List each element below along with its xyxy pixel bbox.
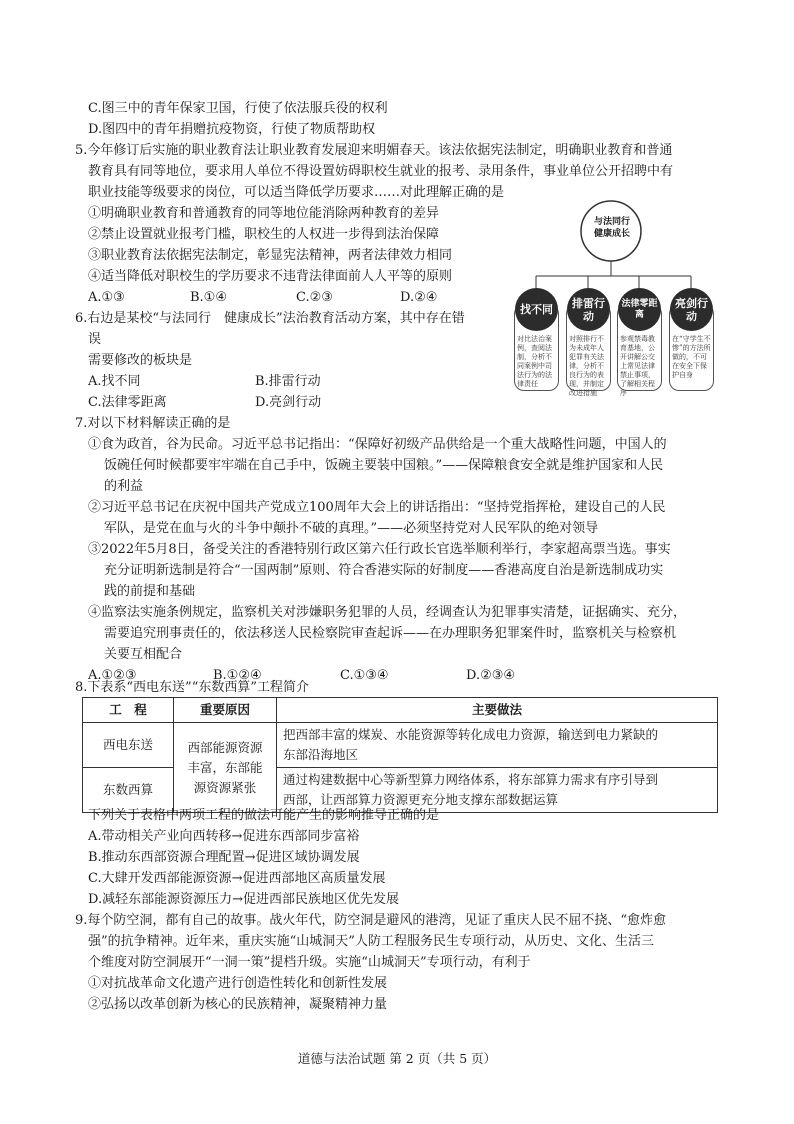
table-header-method: 主要做法 bbox=[277, 698, 718, 723]
q6-choice-a: A.找不同 bbox=[88, 374, 141, 389]
q7-choice-c: C.①③④ bbox=[340, 668, 389, 683]
q5-stem-line2: 教育具有同等地位，要求用人单位不得设置妨碍职校生就业的报考、录用条件，事业单位公开招聘中有 bbox=[88, 164, 674, 179]
table-cell-method-1 bbox=[277, 723, 718, 768]
q5-choice-b: B.①④ bbox=[190, 290, 227, 305]
q7-item1-line1: ①食为政首，谷为民命。习近平总书记指出：“保障好初级产品供给是一个重大战略性问题，中国人的 bbox=[88, 437, 667, 452]
table-cell-reason bbox=[174, 723, 277, 813]
q7-choice-d: D.②③④ bbox=[466, 668, 516, 683]
q6-stem-line2: 误 bbox=[88, 332, 102, 347]
diagram-box-3: 参观禁毒教育基地，公开讲解公交上常见法律禁止事项，了解相关程序 bbox=[617, 304, 662, 391]
q7-item4-line2: 需要追究刑事责任的，依法移送人民检察院审查起诉——在办理职务犯罪案件时，监察机关与检察机 bbox=[104, 626, 677, 641]
q6-stem-line3: 需要修改的板块是 bbox=[88, 353, 193, 368]
q9-stem-line3: 个维度对防空洞展开“一洞一策”提档升级。实施“山城洞天”专项行动，有利于 bbox=[88, 955, 531, 970]
q8-choice-d: D.减轻东部能源资源压力→促进西部民族地区优先发展 bbox=[88, 892, 399, 907]
q9-item-1: ①对抗战革命文化遗产进行创造性转化和创新性发展 bbox=[88, 976, 388, 991]
diagram-node-law-zero-distance: 法律零距离 bbox=[618, 288, 661, 331]
reason-line-1: 西部能源资源 bbox=[187, 739, 263, 755]
q7-item2-line1: ②习近平总书记在庆祝中国共产党成立100周年大会上的讲话指出：“坚持党指挥枪，建设自己的人民 bbox=[88, 500, 666, 515]
diagram-center-line2: 健康成长 bbox=[593, 229, 630, 239]
q6-choice-b: B.排雷行动 bbox=[255, 374, 321, 389]
reason-line-3: 源资源紧张 bbox=[193, 779, 257, 795]
q7-item3-line3: 践的前提和基础 bbox=[104, 584, 196, 599]
q7-item1-line2: 饭碗任何时候都要牢牢端在自己手中，饭碗主要装中国粮。”——保障粮食安全就是维护国家和人民 bbox=[104, 458, 664, 473]
q5-item-2: ②禁止设置就业报考门槛，职校生的人权进一步得到法治保障 bbox=[88, 227, 440, 242]
law-education-diagram bbox=[511, 196, 716, 397]
q8-choice-c: C.大肆开发西部能源资源→促进西部地区高质量发展 bbox=[88, 871, 386, 886]
diagram-node-sword-action: 亮剑行动 bbox=[670, 288, 713, 331]
q8-choice-a: A.带动相关产业向西转移→促进东西部同步富裕 bbox=[88, 829, 360, 844]
method2-line-1: 通过构建数据中心等新型算力网络体系，将东部算力需求有序引导到 bbox=[283, 772, 659, 787]
diagram-box-2: 对照排行不为未成年人犯罪有关法律，分析不良行为的表现，并制定改进措施 bbox=[566, 304, 611, 391]
q9-item-2: ②弘扬以改革创新为核心的民族精神，凝聚精神力量 bbox=[88, 997, 388, 1012]
reason-line-2: 丰富，东部能 bbox=[187, 759, 263, 775]
method2-line-2: 西部，让西部算力资源更充分地支撑东部数据运算 bbox=[283, 792, 559, 807]
table-row bbox=[83, 723, 718, 768]
diagram-node-find-difference: 找不同 bbox=[515, 288, 558, 331]
page-footer: 道德与法治试题 第 2 页（共 5 页） bbox=[297, 1051, 497, 1066]
q4-option-c: C.图三中的青年保家卫国，行使了依法服兵役的权利 bbox=[88, 101, 388, 116]
q8-table bbox=[82, 697, 718, 813]
q7-item1-line3: 的利益 bbox=[104, 479, 144, 494]
q4-option-d: D.图四中的青年捐赠抗疫物资，行使了物质帮助权 bbox=[88, 122, 376, 137]
q5-choice-c: C.②③ bbox=[296, 290, 333, 305]
table-header-project: 工 程 bbox=[83, 698, 174, 723]
q5-item-3: ③职业教育法依据宪法制定，彰显宪法精神，两者法律效力相同 bbox=[88, 248, 453, 263]
q5-stem-line3: 职业技能等级要求的岗位，可以适当降低学历要求……对此理解正确的是 bbox=[88, 185, 505, 200]
q8-choice-b: B.推动东西部资源合理配置→促进区域协调发展 bbox=[88, 850, 360, 865]
q7-item3-line1: ③2022年5月8日，备受关注的香港特别行政区第六任行政长官选举顺利举行，李家超高票当选。事实 bbox=[88, 542, 671, 557]
q7-item3-line2: 充分证明新选制是符合“一国两制”原则、符合香港实际的好制度——香港高度自治是新选制成功实 bbox=[104, 563, 664, 578]
table-cell-project-2: 东数西算 bbox=[83, 768, 174, 813]
q6-choice-d: D.亮剑行动 bbox=[255, 395, 322, 410]
diagram-center-label bbox=[587, 216, 637, 240]
q8-question: 下列关于表格中两项工程的做法可能产生的影响推导正确的是 bbox=[88, 808, 440, 823]
q9-stem-line2: 强”的抗争精神。近年来，重庆实施“山城洞天”人防工程服务民生专项行动，从历史、文化、生活三 bbox=[88, 934, 654, 949]
table-cell-project-1: 西电东送 bbox=[83, 723, 174, 768]
diagram-box-4: 在“守学生不惨”的方法所做的，不可在安全下保护自身 bbox=[669, 304, 714, 391]
method1-line-2: 东部沿海地区 bbox=[283, 747, 359, 762]
diagram-box-1: 对比法治案例，查阅法制，分析不同案例中司法行为的法律责任 bbox=[514, 304, 559, 391]
q7-item4-line3: 关要互相配合 bbox=[104, 647, 183, 662]
q6-stem-line1: 6.右边是某校“与法同行 健康成长”法治教育活动方案，其中存在错 bbox=[75, 311, 465, 326]
q5-item-1: ①明确职业教育和普通教育的同等地位能消除两种教育的差异 bbox=[88, 206, 440, 221]
diagram-node-mine-clearing: 排雷行动 bbox=[567, 288, 610, 331]
q9-stem-line1: 9.每个防空洞，都有自己的故事。战火年代，防空洞是避风的港湾，见证了重庆人民不屈不挠、“愈炸愈 bbox=[75, 913, 667, 928]
table-header-row bbox=[83, 698, 718, 723]
q7-choice-a: A.①②③ bbox=[88, 668, 137, 683]
q6-choice-c: C.法律零距离 bbox=[88, 395, 167, 410]
q5-item-4: ④适当降低对职校生的学历要求不违背法律面前人人平等的原则 bbox=[88, 269, 453, 284]
q5-choice-d: D.②④ bbox=[400, 290, 438, 305]
q7-item4-line1: ④监察法实施条例规定，监察机关对涉嫌职务犯罪的人员，经调查认为犯罪事实清楚，证据确实、充分， bbox=[88, 605, 687, 620]
q7-item2-line2: 军队，是党在血与火的斗争中颠扑不破的真理。”——必须坚持党对人民军队的绝对领导 bbox=[104, 521, 599, 536]
diagram-center-line1: 与法同行 bbox=[593, 217, 630, 227]
q5-choice-a: A.①③ bbox=[88, 290, 125, 305]
method1-line-1: 把西部丰富的煤炭、水能资源等转化成电力资源，输送到电力紧缺的 bbox=[283, 727, 659, 742]
q5-stem-line1: 5.今年修订后实施的职业教育法让职业教育发展迎来明媚春天。该法依据宪法制定，明确职业教育和普通 bbox=[75, 143, 673, 158]
q7-choice-b: B.①②④ bbox=[213, 668, 262, 683]
q7-stem: 7.对以下材料解读正确的是 bbox=[75, 416, 231, 431]
table-header-reason: 重要原因 bbox=[174, 698, 277, 723]
q8-stem: 8.下表系“西电东送”“东数西算”工程简介 bbox=[75, 680, 309, 695]
